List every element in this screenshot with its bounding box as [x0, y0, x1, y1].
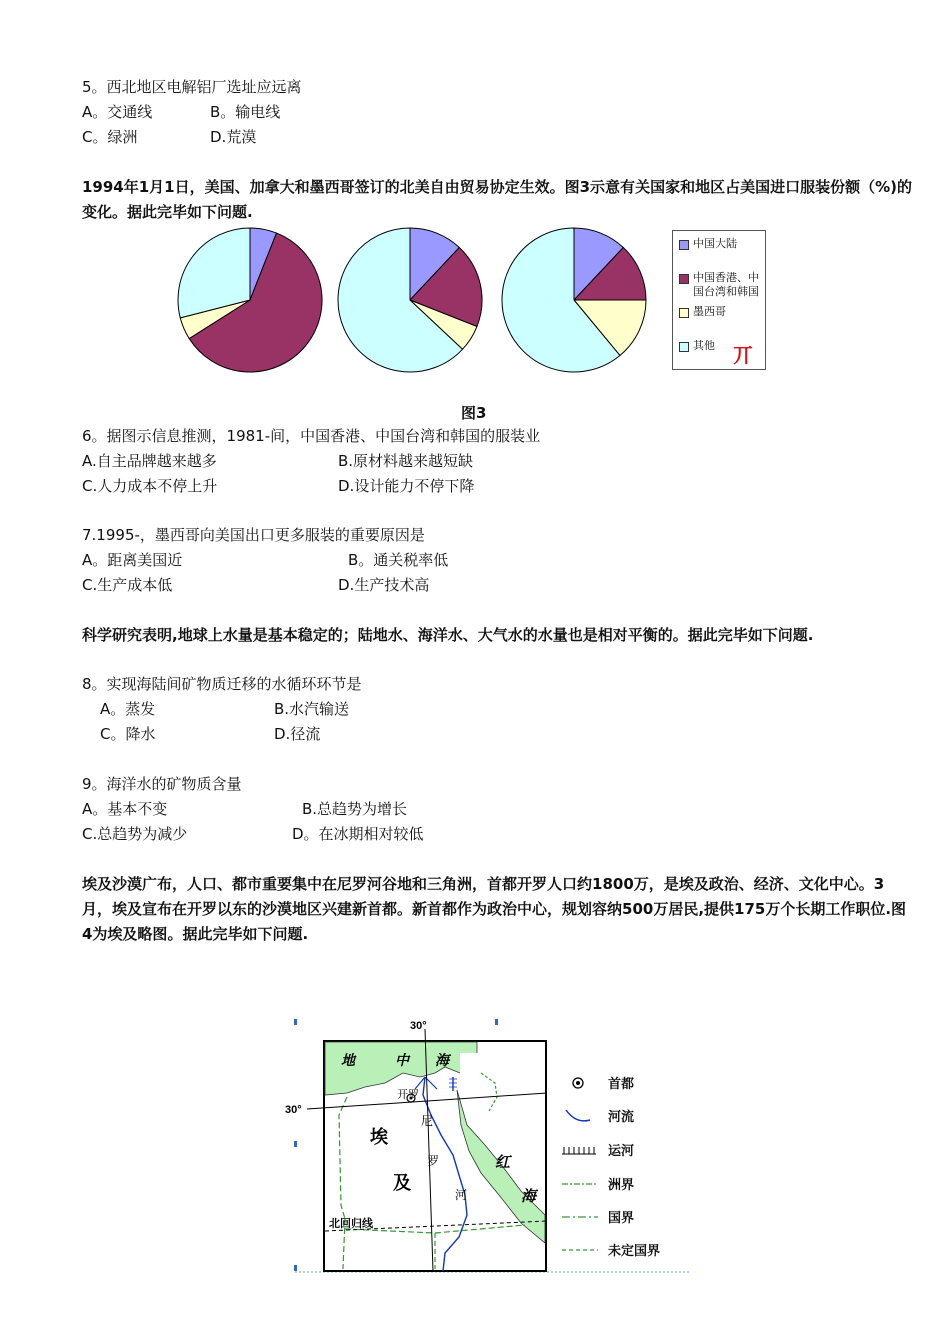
sea-label-2: 中 — [395, 1053, 409, 1069]
q7-option-d: D.生产技术高 — [338, 576, 430, 594]
figure-3-caption: 图3 — [461, 404, 487, 422]
river-symbol-icon — [560, 1108, 600, 1124]
river-label-2: 罗 — [427, 1154, 440, 1168]
figure-3-legend — [672, 230, 766, 370]
watermark-stamp: 丌 — [733, 343, 753, 367]
undetermined-boundary-icon — [560, 1242, 600, 1258]
q7-option-a: A。距离美国近 — [82, 551, 183, 569]
q8-option-b: B.水汽输送 — [274, 700, 350, 718]
legend-swatch — [679, 240, 689, 250]
capital-symbol-icon — [560, 1075, 600, 1091]
country-label-1: 埃 — [370, 1127, 388, 1148]
national-boundary-icon — [560, 1209, 600, 1225]
sea-label-3: 海 — [435, 1053, 449, 1069]
capital-label: 开罗 — [397, 1088, 419, 1101]
q9-option-b: B.总趋势为增长 — [302, 800, 408, 818]
tropic-label: 北回归线 — [329, 1217, 373, 1230]
legend-canal: 运河 — [560, 1140, 700, 1160]
legend-swatch — [679, 342, 689, 352]
q9-option-c: C.总趋势为减少 — [82, 825, 188, 843]
longitude-label: 30° — [410, 1020, 427, 1032]
q9-option-d: D。在冰期相对较低 — [292, 825, 424, 843]
river-label-1: 尼 — [421, 1114, 434, 1128]
q6-stem: 6。据图示信息推测，1981-间，中国香港、中国台湾和韩国的服装业 — [82, 427, 541, 445]
continent-boundary-icon — [560, 1176, 600, 1192]
q5-stem: 5。西北地区电解铝厂选址应远离 — [82, 78, 302, 96]
legend-item-mexico: 墨西哥 — [679, 305, 726, 319]
latitude-label: 30° — [285, 1104, 302, 1116]
intro-paragraph-water: 科学研究表明,地球上水量是基本稳定的；陆地水、海洋水、大气水的水量也是相对平衡的。据此完毕如下问题. — [82, 626, 814, 644]
q7-option-c: C.生产成本低 — [82, 576, 173, 594]
q9-stem: 9。海洋水的矿物质含量 — [82, 775, 242, 793]
legend-river: 河流 — [560, 1106, 700, 1126]
q6-option-c: C.人力成本不停上升 — [82, 477, 218, 495]
q8-option-d: D.径流 — [274, 725, 321, 743]
q5-option-a: A。交通线 — [82, 103, 153, 121]
intro-paragraph-trade: 1994年1月1日，美国、加拿大和墨西哥签订的北美自由贸易协定生效。图3示意有关国家和地区占美国进口服装份额（%)的变化。据此完毕如下问题. — [82, 178, 912, 221]
canal-symbol-icon — [560, 1142, 600, 1158]
q5-option-c: C。绿洲 — [82, 128, 138, 146]
legend-item-hk-tw-kr: 中国香港、中国台湾和韩国 — [679, 271, 761, 299]
legend-capital: 首都 — [560, 1073, 700, 1093]
legend-swatch — [679, 308, 689, 318]
figure-3-pie-charts — [170, 222, 660, 378]
q8-option-c: C。降水 — [100, 725, 156, 743]
intro-paragraph-egypt: 埃及沙漠广布，人口、都市重要集中在尼罗河谷地和三角洲，首都开罗人口约1800万，是埃及政治、经济、文化中心。3月，埃及宣布在开罗以东的沙漠地区兴建新首都。新首都作为政治中心，规划容纳500万居民,提供175万个长期工作职位.图4为埃及略图。据此完毕如下问题. — [82, 875, 907, 943]
q9-option-a: A。基本不变 — [82, 800, 168, 818]
red-sea-label-2: 海 — [521, 1187, 537, 1205]
country-label-2: 及 — [393, 1173, 411, 1194]
legend-national-boundary: 国界 — [560, 1207, 700, 1227]
q7-option-b: B。通关税率低 — [348, 551, 449, 569]
sea-label-1: 地 — [341, 1053, 355, 1069]
legend-item-other: 其他 — [679, 339, 715, 353]
q6-option-a: A.自主品牌越来越多 — [82, 452, 217, 470]
q6-option-b: B.原材料越来越短缺 — [338, 452, 474, 470]
q8-stem: 8。实现海陆间矿物质迁移的水循环环节是 — [82, 675, 362, 693]
q6-option-d: D.设计能力不停下降 — [338, 477, 475, 495]
river-label-3: 河 — [455, 1188, 468, 1202]
legend-continent-boundary: 洲界 — [560, 1174, 700, 1194]
red-sea-label-1: 红 — [495, 1153, 511, 1171]
q8-option-a: A。蒸发 — [100, 700, 156, 718]
q5-option-d: D.荒漠 — [210, 128, 257, 146]
legend-undetermined-boundary: 未定国界 — [560, 1240, 700, 1260]
q7-stem: 7.1995-，墨西哥向美国出口更多服装的重要原因是 — [82, 526, 425, 544]
legend-item-mainland: 中国大陆 — [679, 237, 737, 251]
q5-option-b: B。输电线 — [210, 103, 281, 121]
legend-swatch — [679, 274, 689, 284]
